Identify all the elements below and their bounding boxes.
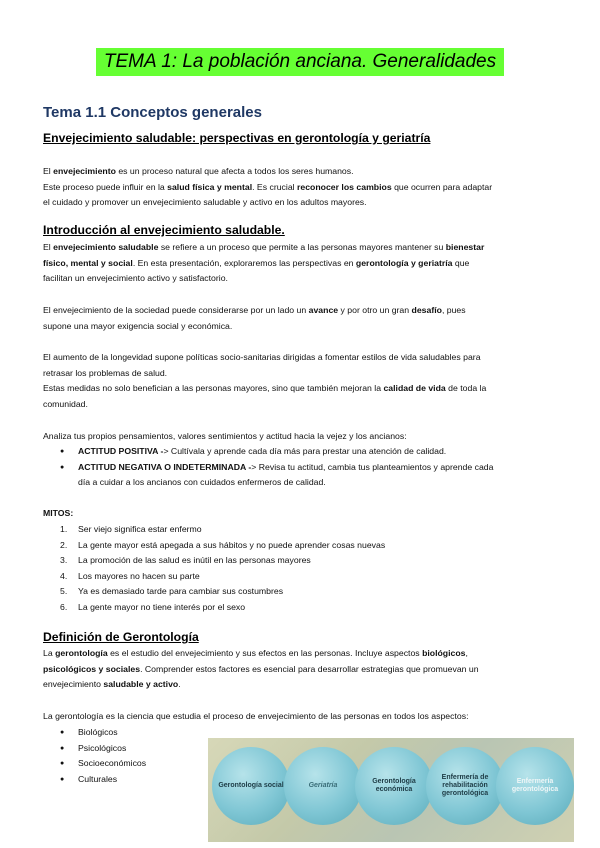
paragraph-analiza: Analiza tus propios pensamientos, valores sentimientos y actitud hacia la vejez y los ancianos: [43, 431, 407, 441]
mitos-list [60, 522, 385, 615]
mito-item: 5. Ya es demasiado tarde para cambiar sus costumbres [60, 586, 284, 596]
paragraph-longevidad: El aumento de la longevidad supone políticas socio-sanitarias dirigidas a fomentar estilos de vida saludables para retrasar los problemas de salud. Estas medidas no solo benefician a las personas mayores, sino que también mejoran la calidad de vida de toda la comunidad. [43, 352, 487, 409]
mito-item: 3. La promoción de las salud es inútil en las personas mayores [60, 555, 311, 565]
paragraph-gerontologia: La gerontología es el estudio del envejecimiento y sus efectos en las personas. Incluye aspectos biológicos, psicológicos y sociales. Comprender estos factores es esencial para desarrollar estrategias que promuevan un envejecimiento saludable y activo. [43, 648, 479, 689]
mitos-label: MITOS: [43, 508, 74, 518]
paragraph-envejecimiento-saludable: El envejecimiento saludable se refiere a un proceso que permite a las personas mayores mantener su bienestar físico, mental y social. En esta presentación, exploraremos las perspectivas en gerontología y geriatría que facilitan un envejecimiento activo y satisfactorio. [43, 242, 485, 283]
heading-definicion-gerontologia: Definición de Gerontología [43, 630, 199, 644]
paragraph-avance-desafio: El envejecimiento de la sociedad puede considerarse por un lado un avance y por otro un gran desafío, pues supone una mayor exigencia social y económica. [43, 305, 466, 331]
title-wrap [0, 48, 600, 76]
aspect-item: ● Psicológicos [60, 741, 560, 757]
circle-enfermeria-gerontologica: Enfermería gerontológica [496, 747, 574, 825]
circle-gerontologia-social: Gerontología social [212, 747, 290, 825]
document-title: TEMA 1: La población anciana. Generalidades [96, 48, 504, 76]
aspect-item: ● Socioeconómicos [60, 756, 560, 772]
mito-item: 1. Ser viejo significa estar enfermo [60, 524, 202, 534]
attitude-positive: ● ACTITUD POSITIVA -> Cultívala y aprende cada día más para prestar una atención de calidad. [60, 444, 560, 460]
circle-enfermeria-rehabilitacion: Enfermería de rehabilitación gerontológica [426, 747, 504, 825]
section-title: Tema 1.1 Conceptos generales [43, 104, 262, 121]
mito-item: 4. Los mayores no hacen su parte [60, 570, 200, 581]
aspect-item: ● Culturales [60, 772, 560, 788]
heading-introduccion: Introducción al envejecimiento saludable. [43, 223, 285, 237]
gerontology-fields-diagram [208, 738, 574, 842]
attitude-negative: ● ACTITUD NEGATIVA O INDETERMINADA -> Revisa tu actitud, cambia tus planteamientos y aprende cada día a cuidar a los ancianos con cuidados enfermeros de calidad. [60, 460, 560, 491]
circle-gerontologia-economica: Gerontología económica [355, 747, 433, 825]
intro-line-1: El envejecimiento es un proceso natural que afecta a todos los seres humanos. [43, 166, 354, 176]
heading-envejecimiento-saludable: Envejecimiento saludable: perspectivas en gerontología y geriatría [43, 131, 431, 145]
circle-geriatria: Geriatría [284, 747, 362, 825]
mito-item: 6. La gente mayor no tiene interés por el sexo [60, 601, 246, 612]
mito-item: 2. La gente mayor está apegada a sus hábitos y no puede aprender cosas nuevas [60, 539, 386, 550]
intro-paragraph [43, 164, 563, 211]
attitudes-list [60, 444, 560, 491]
intro-line-2: Este proceso puede influir en la salud física y mental. Es crucial reconocer los cambios que ocurren para adaptar [43, 181, 493, 192]
paragraph-ciencia: La gerontología es la ciencia que estudia el proceso de envejecimiento de las personas en todos los aspectos: [43, 711, 469, 721]
aspect-item: ● Biológicos [60, 725, 560, 741]
intro-line-3: el cuidado y promover un envejecimiento saludable y activo en los adultos mayores. [43, 197, 367, 207]
